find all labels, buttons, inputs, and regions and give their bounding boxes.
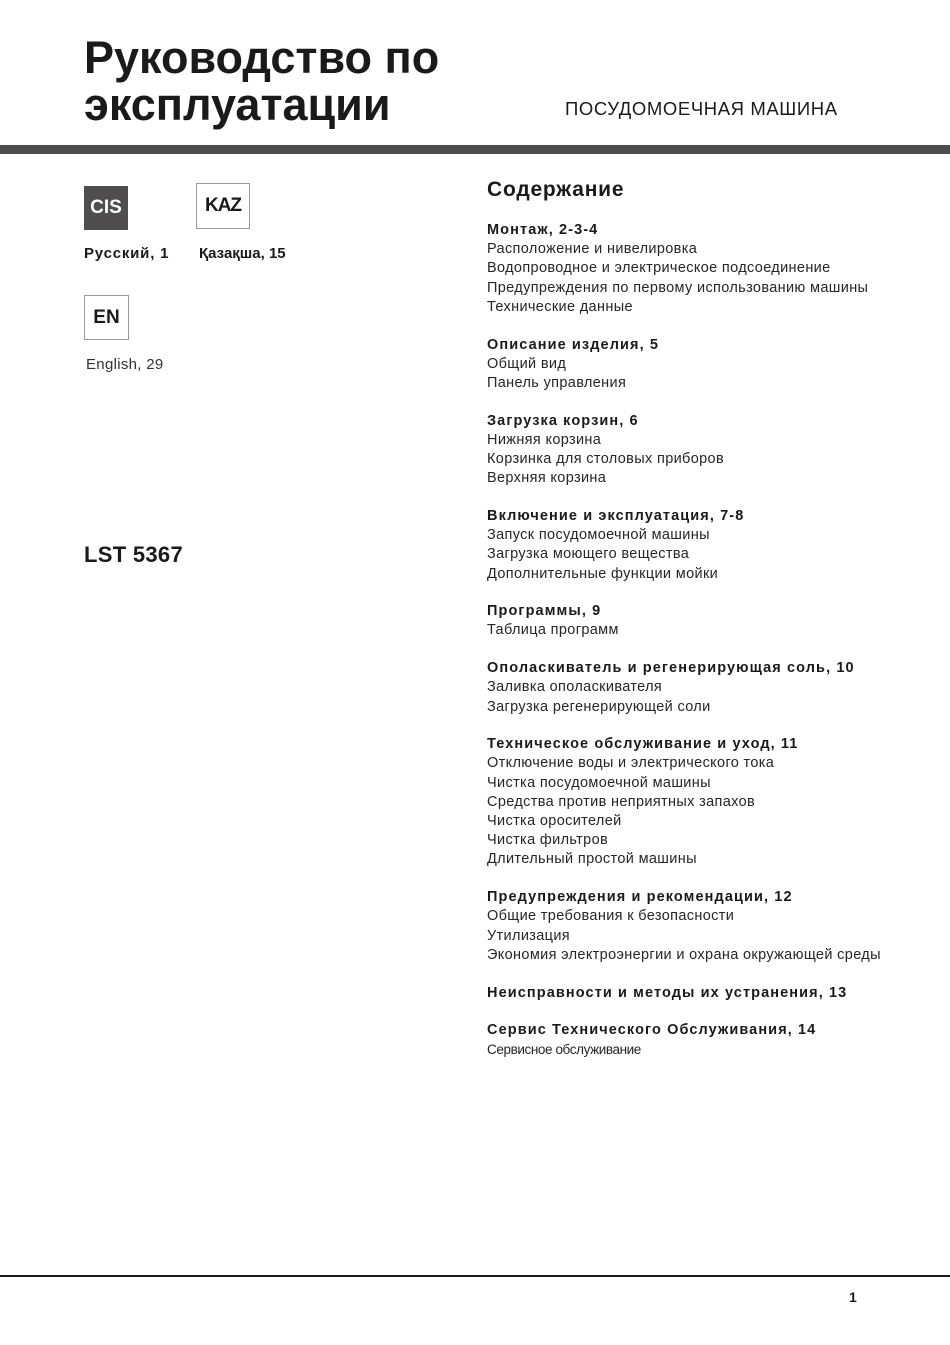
toc-item[interactable]: Панель управления [487,374,627,391]
toc-item[interactable]: Водопроводное и электрическое подсоединение [487,260,831,277]
toc-item[interactable]: Таблица программ [487,622,619,639]
toc-heading[interactable]: Включение и эксплуатация, 7-8 [487,507,745,524]
toc-heading[interactable]: Загрузка корзин, 6 [487,412,639,429]
toc-section-start-use [487,507,927,584]
toc-item[interactable]: Предупреждения по первому использованию машины [487,279,869,296]
toc-item[interactable]: Чистка оросителей [487,813,622,830]
page-number: 1 [849,1289,857,1305]
toc-heading[interactable]: Описание изделия, 5 [487,336,660,353]
toc-item[interactable]: Общий вид [487,355,567,372]
model-number: LST 5367 [84,542,184,567]
toc-item[interactable]: Отключение воды и электрического тока [487,755,775,772]
toc-item[interactable]: Технические данные [487,298,633,315]
table-of-contents [487,176,927,1078]
language-badge-cis[interactable]: CIS [84,186,128,230]
toc-item[interactable]: Заливка ополаскивателя [487,679,663,696]
toc-item[interactable]: Средства против неприятных запахов [487,793,756,810]
language-label-russian[interactable]: Русский, 1 [84,245,170,262]
toc-heading[interactable]: Сервис Технического Обслуживания, 14 [487,1022,817,1039]
toc-heading[interactable]: Ополаскиватель и регенерирующая соль, 10 [487,660,855,677]
toc-section-description [487,336,927,394]
language-label-english[interactable]: English, 29 [86,356,164,373]
toc-item[interactable]: Длительный простой машины [487,851,697,868]
toc-title: Содержание [487,178,625,201]
toc-section-precautions [487,888,927,965]
document-title [84,34,439,128]
language-badge-kaz[interactable]: KAZ [196,183,250,229]
toc-section-maintenance [487,735,927,869]
toc-item[interactable]: Чистка посудомоечной машины [487,774,711,791]
header-divider [0,145,950,154]
toc-item[interactable]: Нижняя корзина [487,431,602,448]
toc-item[interactable]: Экономия электроэнергии и охрана окружающей среды [487,946,881,963]
toc-item[interactable]: Общие требования к безопасности [487,908,735,925]
title-line-1: Руководство по [84,32,440,83]
toc-item[interactable]: Сервисное обслуживание [487,1042,641,1058]
toc-item[interactable]: Дополнительные функции мойки [487,565,719,582]
toc-item[interactable]: Утилизация [487,927,570,944]
toc-item[interactable]: Загрузка моющего вещества [487,546,690,563]
toc-heading[interactable]: Предупреждения и рекомендации, 12 [487,889,793,906]
product-type: ПОСУДОМОЕЧНАЯ МАШИНА [565,98,838,119]
language-label-kazakh[interactable]: Қазақша, 15 [199,245,286,262]
toc-item[interactable]: Корзинка для столовых приборов [487,451,725,468]
toc-item[interactable]: Верхняя корзина [487,470,607,487]
toc-heading[interactable]: Техническое обслуживание и уход, 11 [487,736,799,753]
toc-item[interactable]: Расположение и нивелировка [487,241,698,258]
toc-section-service [487,1021,927,1059]
toc-item[interactable]: Запуск посудомоечной машины [487,527,710,544]
toc-heading[interactable]: Монтаж, 2-3-4 [487,222,599,238]
toc-section-loading-racks [487,412,927,489]
toc-section-rinse-aid-salt [487,659,927,717]
language-badge-en[interactable]: EN [84,295,129,340]
toc-item[interactable]: Чистка фильтров [487,832,609,849]
toc-section-troubleshooting [487,984,927,1003]
toc-heading[interactable]: Программы, 9 [487,603,602,620]
footer-divider [0,1275,950,1277]
toc-item[interactable]: Загрузка регенерирующей соли [487,698,711,715]
toc-heading[interactable]: Неисправности и методы их устранения, 13 [487,984,848,1001]
toc-section-installation [487,221,927,317]
title-line-2: эксплуатации [84,79,391,130]
toc-section-programmes [487,602,927,640]
